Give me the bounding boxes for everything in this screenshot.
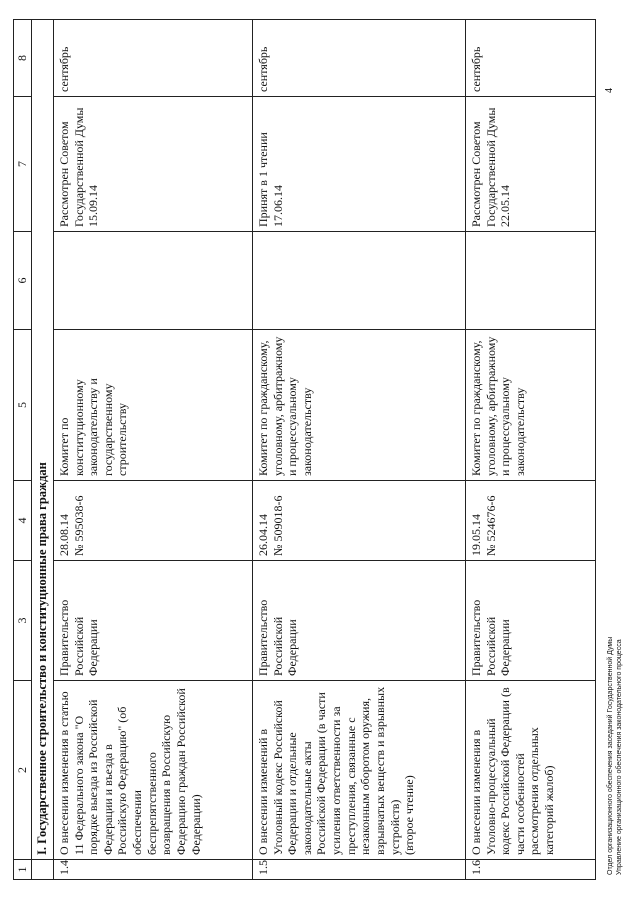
month: сентябрь: [465, 20, 595, 97]
column-6-cell: [53, 232, 252, 330]
page-number: 4: [604, 88, 615, 93]
committee: Комитет по гражданскому, уголовному, арбитражному и процессуальному законодательству: [465, 330, 595, 481]
table-row: [252, 20, 465, 880]
column-6-cell: [465, 232, 595, 330]
column-header: 6: [14, 232, 32, 330]
section-header-row: [31, 20, 53, 880]
column-header: 2: [14, 681, 32, 860]
legislation-table: [13, 19, 596, 880]
row-number: 1.6: [465, 860, 595, 880]
status: Рассмотрен Советом Государственной Думы 22.05.14: [465, 97, 595, 232]
column-header: 4: [14, 481, 32, 561]
bill-title: О внесении изменения в Уголовно-процессуальный кодекс Российской Федерации (в части особенностей рассмотрения отдельных категорий жалоб): [465, 681, 595, 860]
column-number-row: [14, 20, 32, 880]
registration: 28.08.14 № 595038-6: [53, 481, 252, 561]
column-header: 3: [14, 561, 32, 681]
column-header: 1: [14, 860, 32, 880]
section-title: I. Государственное строительство и конституционные права граждан: [31, 20, 53, 860]
column-header: 7: [14, 97, 32, 232]
column-header: 8: [14, 20, 32, 97]
table-row: [53, 20, 252, 880]
column-6-cell: [252, 232, 465, 330]
month: сентябрь: [53, 20, 252, 97]
status: Рассмотрен Советом Государственной Думы 15.09.14: [53, 97, 252, 232]
column-header: 5: [14, 330, 32, 481]
footer-line: Управление организационного обеспечения законодательного процесса: [615, 639, 623, 875]
row-number: 1.4: [53, 860, 252, 880]
registration: 26.04.14 № 509018-6: [252, 481, 465, 561]
table-row: [465, 20, 595, 880]
bill-title: О внесении изменений в Уголовный кодекс Российской Федерации и отдельные законодательные акты Российской Федерации (в части усиления ответственности за преступления, связанные с незаконным оборотом оружия, взрывчатых веществ и взрывных устройств) (второе чтение): [252, 681, 465, 860]
footer-note: [607, 637, 625, 875]
row-number: 1.5: [252, 860, 465, 880]
initiator: Правительство Российской Федерации: [465, 561, 595, 681]
registration: 19.05.14 № 524676-6: [465, 481, 595, 561]
month: сентябрь: [252, 20, 465, 97]
initiator: Правительство Российской Федерации: [252, 561, 465, 681]
committee: Комитет по гражданскому, уголовному, арбитражному и процессуальному законодательству: [252, 330, 465, 481]
status: Принят в 1 чтении 17.06.14: [252, 97, 465, 232]
bill-title: О внесении изменения в статью 11 Федерального закона "О порядке выезда из Российской Федерации и въезда в Российскую Федерацию" (об обеспечении беспрепятственного возвращения в Российскую Федерацию граждан Российской Федерации): [53, 681, 252, 860]
initiator: Правительство Российской Федерации: [53, 561, 252, 681]
footer-line: Отдел организационного обеспечения заседаний Государственной Думы: [607, 636, 614, 875]
committee: Комитет по конституционному законодательству и государственному строительству: [53, 330, 252, 481]
